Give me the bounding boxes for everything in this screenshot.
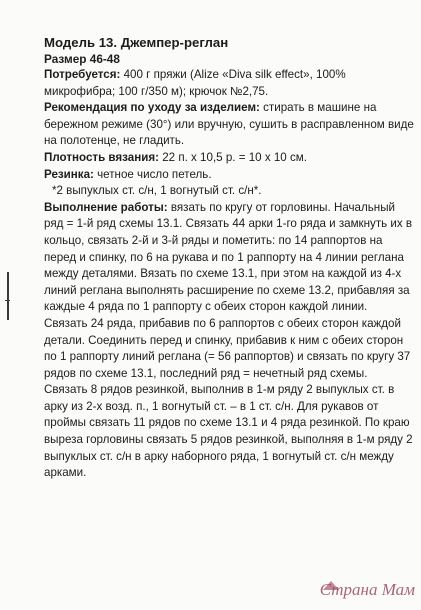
care-paragraph: [44, 100, 414, 150]
gauge-paragraph: [44, 150, 414, 167]
materials-paragraph: [44, 67, 414, 100]
care-label: Рекомендация по уходу за изделием:: [44, 101, 260, 115]
document-title: Модель 13. Джемпер-реглан: [44, 35, 229, 50]
care-text: стирать в машине на бережном режиме (30°) или вручную, сушить в расправленном виде на полотенце, не гладить.: [44, 101, 414, 148]
margin-mark: [7, 272, 9, 320]
materials-label: Потребуется:: [44, 68, 121, 81]
rib-note: *2 выпуклых ст. с/н, 1 вогнутый ст. с/н*.: [52, 184, 262, 198]
rib-text: четное число петель.: [93, 167, 212, 181]
rib-label: Резинка:: [44, 167, 94, 181]
margin-tick: [5, 300, 10, 301]
watermark: Страна Мам: [319, 580, 415, 599]
size-line: Размер 46-48: [44, 52, 120, 66]
gauge-text: 22 п. х 10,5 р. = 10 х 10 см.: [158, 150, 307, 164]
rib-paragraph: [44, 167, 414, 184]
document-body: [44, 34, 414, 482]
materials-text: 400 г пряжи (Alize «Diva silk effect», 100% микрофибра; 100 г/350 м); крючок №2,75.: [44, 68, 346, 98]
work-text: вязать по кругу от горловины. Начальный ряд = 1-й ряд схемы 13.1. Связать 44 арки 1-го ряда и замкнуть их в кольцо, связать 2-й и 3-й ряды и пометить: по 14 раппортов на перед и спинку, по 6 на рукава и по 1 раппорту на 4 линии реглана между деталями. Вязать по схеме 13.1, при этом на каждой из 4-х линий реглана выполнять расширение по схеме 13.2, прибавляя за каждые 4 ряда по 1 раппорту с обеих сторон каждой линии. Связать 24 ряда, прибавив по 6 раппортов с обеих сторон каждой детали. Соединить перед и спинку, прибавив к ним с обеих сторон по 1 раппорту линий реглана (= 56 раппортов) и связать по кругу 37 рядов по схеме 13.1, последний ряд = нечетный ряд схемы. Связать 8 рядов резинкой, выполнив в 1-м ряду 2 выпуклых ст. в арку из 2-х возд. п., 1 вогнутый ст. – в 1 ст. с/н. Для рукавов от проймы связать 11 рядов по схеме 13.1 и 4 ряда резинкой. По краю выреза горловины связать 5 рядов резинкой, выполняя в 1-м ряду 2 выпуклых ст. с/н в арку наборного ряда, 1 вогнутый ст. с/н между арками.: [44, 200, 413, 480]
gauge-label: Плотность вязания:: [44, 150, 159, 164]
work-paragraph: [44, 200, 414, 482]
work-label: Выполнение работы:: [44, 200, 168, 214]
